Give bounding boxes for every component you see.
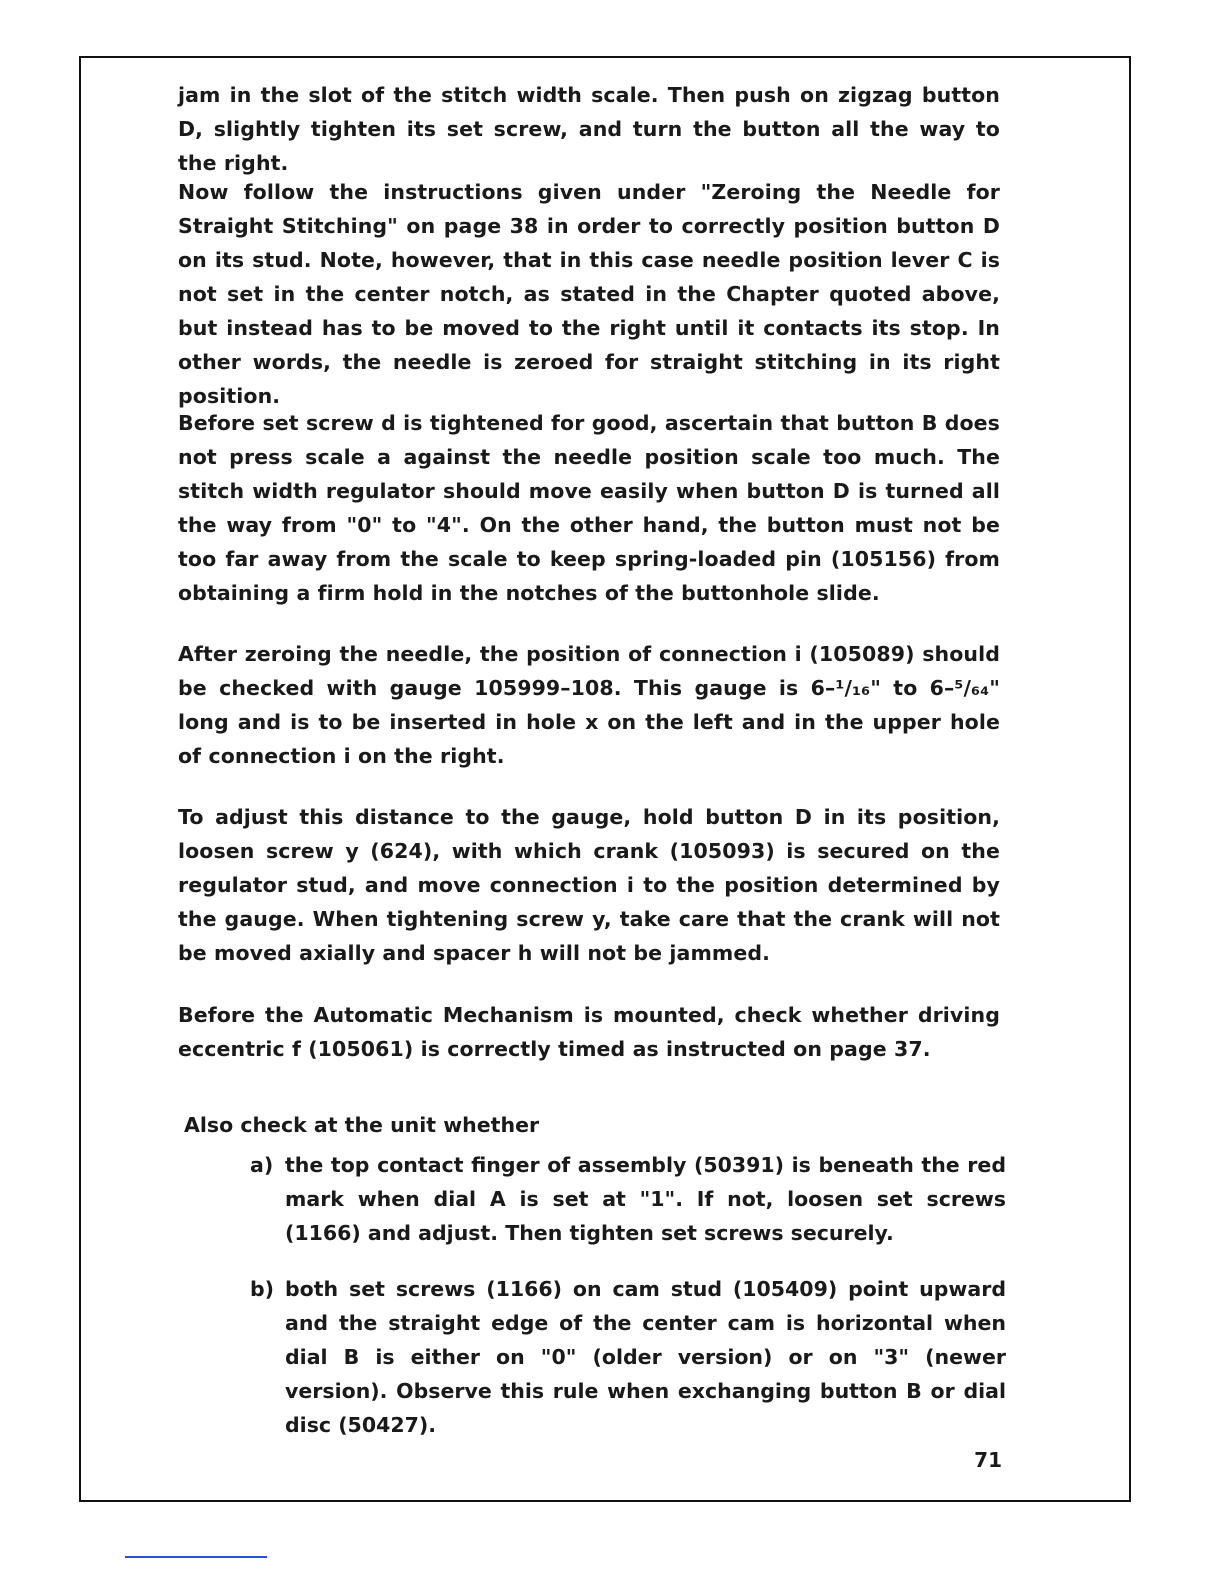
paragraph-3 bbox=[178, 406, 1000, 610]
part-label: C bbox=[957, 248, 973, 272]
list-marker: b) bbox=[250, 1277, 275, 1301]
part-label: D bbox=[982, 214, 1000, 238]
part-label: B bbox=[906, 1379, 922, 1403]
check-item-text bbox=[285, 1148, 1006, 1250]
part-label: f bbox=[291, 1037, 301, 1061]
part-label: a bbox=[377, 445, 392, 469]
text-segment: will not be jammed. bbox=[532, 941, 771, 965]
paragraph-4 bbox=[178, 637, 1000, 773]
part-label: D bbox=[794, 805, 813, 829]
text-segment: on its stud. Note, however, that in this case needle position lever bbox=[178, 248, 958, 272]
text-segment: Before set screw bbox=[178, 411, 382, 435]
text-segment: against the needle position scale too much. The stitch width regulator should move easily when button bbox=[178, 445, 1000, 503]
paragraph-5 bbox=[178, 800, 1000, 970]
page-number: 71 bbox=[974, 1448, 1002, 1472]
text-segment: is turned all the way from "0" to "4". On the other hand, the button must not be too far away from the scale to keep spring-loaded pin (105156) from obtaining a firm hold in the notches of the buttonhole slide. bbox=[178, 479, 1000, 605]
text-segment: both set screws (1166) on cam stud (105409) point upward and the straight edge of the center cam is horizontal when dial bbox=[285, 1277, 1006, 1369]
footer-rule bbox=[125, 1556, 267, 1558]
text-segment: take care that the crank will not be moved axially and spacer bbox=[178, 907, 1000, 965]
text-segment: Now follow the instructions given under "Zeroing the Needle for Straight Stitching" on page 38 in order to correctly position button bbox=[178, 180, 1000, 238]
part-label: i bbox=[794, 642, 802, 666]
text-segment: is tightened for good, ascertain that button bbox=[395, 411, 922, 435]
check-item-text bbox=[285, 1272, 1006, 1442]
text-segment: Before the Automatic Mechanism is mounted, check whether driving eccentric bbox=[178, 1003, 1000, 1061]
part-label: A bbox=[489, 1187, 506, 1211]
paragraph-2 bbox=[178, 175, 1000, 413]
text-segment: or dial disc (50427). bbox=[285, 1379, 1007, 1437]
part-label: B bbox=[343, 1345, 360, 1369]
list-marker: a) bbox=[250, 1153, 274, 1177]
paragraph-1 bbox=[178, 78, 1000, 180]
text-segment: on the right. bbox=[350, 744, 505, 768]
text-segment: (105061) is correctly timed as instructed on page 37. bbox=[300, 1037, 931, 1061]
part-label: x bbox=[585, 710, 599, 734]
text-segment: (105089) should be checked with gauge 105999–108. This gauge is 6–¹/₁₆" to 6–⁵/₆₄" long and is to be inserted in hole bbox=[178, 642, 1000, 734]
part-label: h bbox=[517, 941, 533, 965]
text-segment: slightly tighten its set screw, and turn the button all the way to the right. bbox=[178, 117, 1000, 175]
text-segment: After zeroing the needle, the position of connection bbox=[178, 642, 795, 666]
part-label: y bbox=[345, 839, 359, 863]
text-segment: does not press scale bbox=[178, 411, 1000, 469]
text-segment: to the position determined by the gauge. When tightening screw bbox=[178, 873, 1000, 931]
part-label: D bbox=[832, 479, 850, 503]
text-segment: is set at "1". If not, loosen set screws (1166) and adjust. Then tighten set screws securely. bbox=[285, 1187, 1006, 1245]
part-label: i bbox=[343, 744, 351, 768]
check-item-b bbox=[250, 1272, 1006, 1442]
part-label: D, bbox=[178, 117, 204, 141]
paragraph-6 bbox=[178, 998, 1000, 1066]
text-segment: jam in the slot of the stitch width scale. Then push on zigzag button bbox=[178, 83, 1000, 107]
text-segment: is not set in the center notch, as stated in the Chapter quoted above, but instead has to be moved to the right until it contacts its stop. In other words, the needle is zeroed for straight stitching in its right position. bbox=[178, 248, 1000, 408]
text-segment: (624), with which crank (105093) is secured on the regulator stud, and move connection bbox=[178, 839, 1000, 897]
part-label: d bbox=[381, 411, 396, 435]
text-segment: in its position, loosen screw bbox=[178, 805, 1000, 863]
part-label: B bbox=[921, 411, 938, 435]
text-segment: To adjust this distance to the gauge, hold button bbox=[178, 805, 795, 829]
part-label: y, bbox=[592, 907, 612, 931]
text-segment: on the left and in the upper hole of connection bbox=[178, 710, 1000, 768]
text-segment: is either on "0" (older version) or on "3" (newer version). Observe this rule when exchanging button bbox=[285, 1345, 1007, 1403]
text-segment: the top contact finger of assembly (50391) is beneath the red mark when dial bbox=[285, 1153, 1006, 1211]
check-intro: Also check at the unit whether bbox=[184, 1113, 540, 1137]
check-item-a bbox=[250, 1148, 1006, 1250]
part-label: i bbox=[626, 873, 635, 897]
